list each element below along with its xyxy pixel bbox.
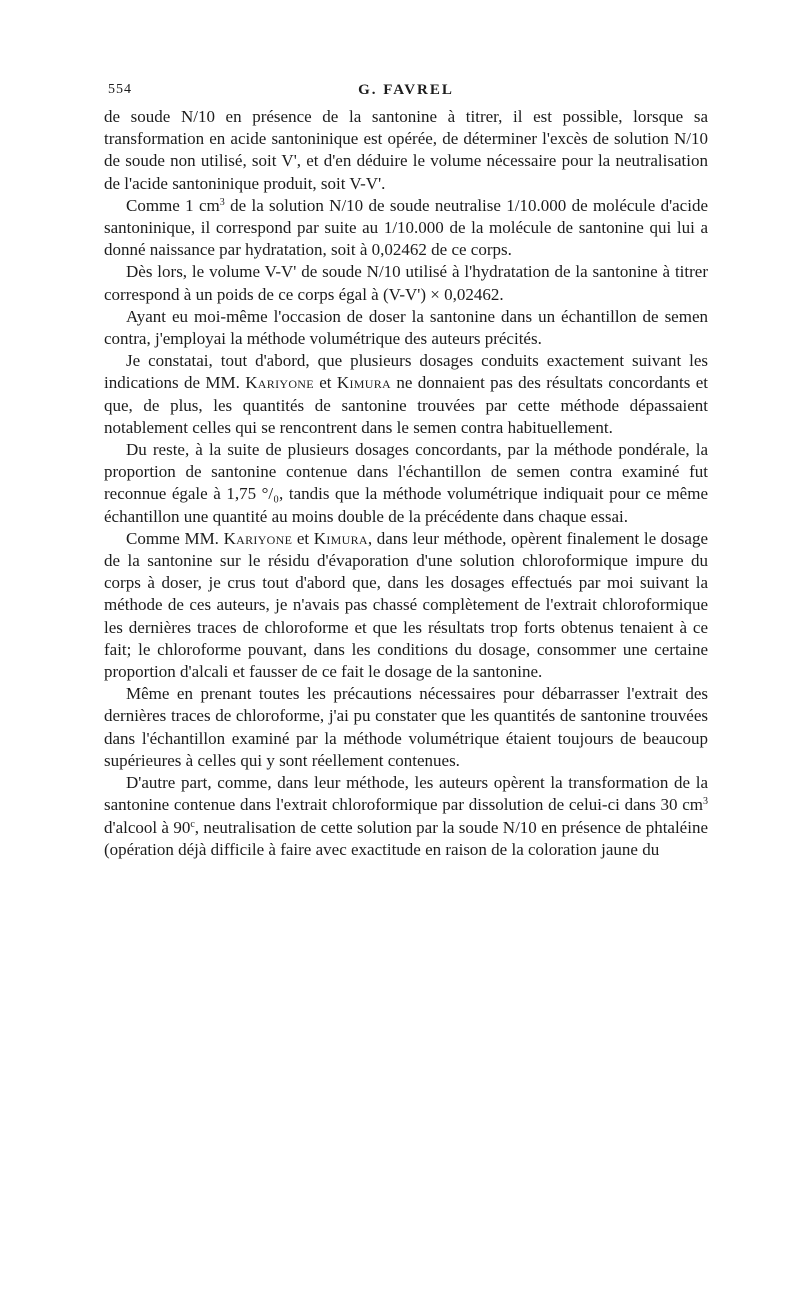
paragraph-5: Je constatai, tout d'abord, que plusieurs dosages conduits exactement suivant les indications de MM. Kariyone et Kimura ne donnaient pas des résultats concordants et que, de plus, les quantités de santonine trouvées par cette méthode dépassaient notablement celles qui se rencontrent dans le semen contra habituellement. [104,351,708,437]
body-text [104,106,708,861]
paragraph-7: Comme MM. Kariyone et Kimura, dans leur méthode, opèrent finalement le dosage de la santonine sur le résidu d'évaporation d'une solution chloroformique impure du corps à doser, je crus tout d'abord que, dans les dosages effectués par moi suivant la méthode de ces auteurs, je n'avais pas chassé complètement de l'extrait chloroformique les dernières traces de chloroforme et que les résultats trop forts obtenus tenaient à ce fait; le chloroforme pouvant, dans les conditions du dosage, consommer une certaine proportion d'alcali et fausser de ce fait le dosage de la santonine. [104,528,708,682]
running-title: G. FAVREL [358,82,454,98]
author-name: Kariyone [245,373,314,393]
paragraph-1: de soude N/10 en présence de la santonine à titrer, il est possible, lorsque sa transformation en acide santoninique est opérée, de déterminer l'excès de solution N/10 de soude non utilisé, soit V', et d'en déduire le volume nécessaire pour la neutralisation de l'acide santoninique produit, soit V-V'. [104,107,708,193]
author-name: Kimura [313,528,368,548]
running-head [104,80,708,106]
page-number: 554 [108,82,132,97]
paragraph-4: Ayant eu moi-même l'occasion de doser la santonine dans un échantillon de semen contra, j'employai la méthode volumétrique des auteurs précités. [104,306,708,349]
author-name: Kimura [336,373,391,393]
book-page [104,80,708,861]
paragraph-9: D'autre part, comme, dans leur méthode, les auteurs opèrent la transformation de la santonine contenue dans l'extrait chloroformique par dissolution de celui-ci dans 30 $cm^3$ d'alcool à 90$^c$, neutralisation de cette solution par la soude N/10 en présence de phtaléine (opération déjà difficile à faire avec exactitude en raison de la coloration jaune du [104,773,708,859]
paragraph-3: Dès lors, le volume V-V' de soude N/10 utilisé à l'hydratation de la santonine à titrer correspond à un poids de ce corps égal à (V-V') × 0,02462. [104,262,708,304]
paragraph-6: Du reste, à la suite de plusieurs dosages concordants, par la méthode pondérale, la proportion de santonine contenue dans l'échantillon de semen contra examiné fut reconnue égale à 1,75 °/₀, tandis que la méthode volumétrique indiquait pour ce même échantillon une quantité au moins double de la précédente dans chaque essai. [104,440,708,526]
paragraph-8: Même en prenant toutes les précautions nécessaires pour débarrasser l'extrait des dernières traces de chloroforme, j'ai pu constater que les quantités de santonine trouvées dans l'échantillon examiné par la méthode volumétrique étaient toujours de beaucoup supérieures à celles qui y sont réellement contenues. [104,684,708,770]
paragraph-2: Comme 1 $cm^3$ de la solution N/10 de soude neutralise 1/10.000 de molécule d'acide santoninique, il correspond par suite au 1/10.000 de la molécule de santonine qui lui a donné naissance par hydratation, soit à 0,02462 de ce corps. [104,195,708,260]
author-name: Kariyone [223,528,293,548]
